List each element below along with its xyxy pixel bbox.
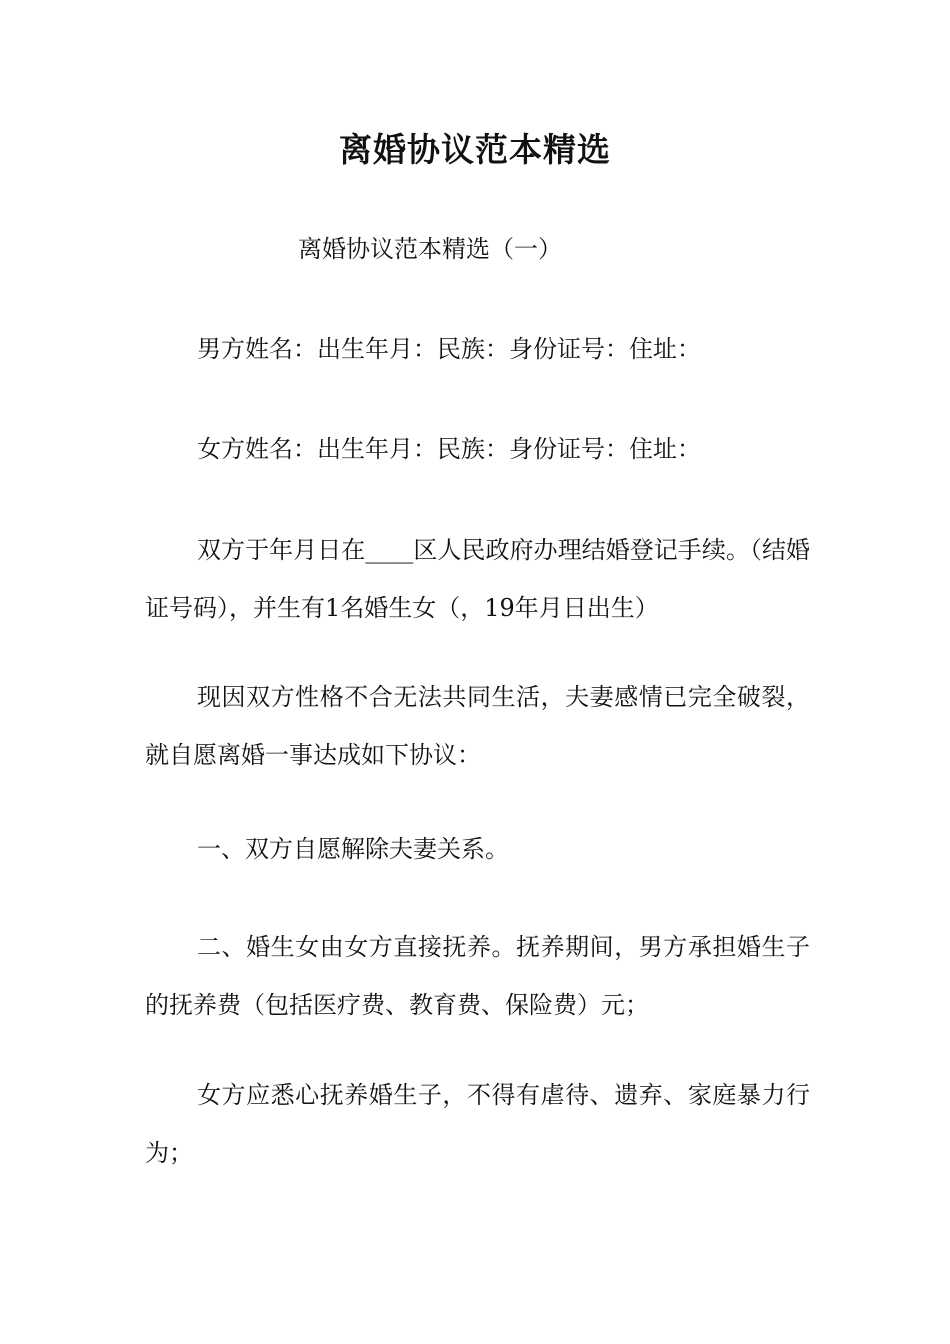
document-title: 离婚协议范本精选 (339, 130, 611, 169)
female-info-line: 女方姓名：出生年月：民族：身份证号：住址： (197, 435, 701, 463)
marriage-registration-paragraph: 双方于年月日在____区人民政府办理结婚登记手续。（结婚证号码），并生有1名婚生女（，19年月日出生） (145, 536, 810, 622)
clause-two-note: 女方应悉心抚养婚生子，不得有虐待、遗弃、家庭暴力行为； (145, 1081, 810, 1167)
clause-one: 一、双方自愿解除夫妻关系。 (197, 835, 509, 863)
clause-two: 二、婚生女由女方直接抚养。抚养期间，男方承担婚生子的抚养费（包括医疗费、教育费、保险费）元； (145, 933, 810, 1019)
document-subtitle: 离婚协议范本精选（一） (298, 235, 562, 263)
divorce-reason-paragraph: 现因双方性格不合无法共同生活，夫妻感情已完全破裂，就自愿离婚一事达成如下协议： (145, 683, 810, 769)
male-info-line: 男方姓名：出生年月：民族：身份证号：住址： (197, 335, 701, 363)
